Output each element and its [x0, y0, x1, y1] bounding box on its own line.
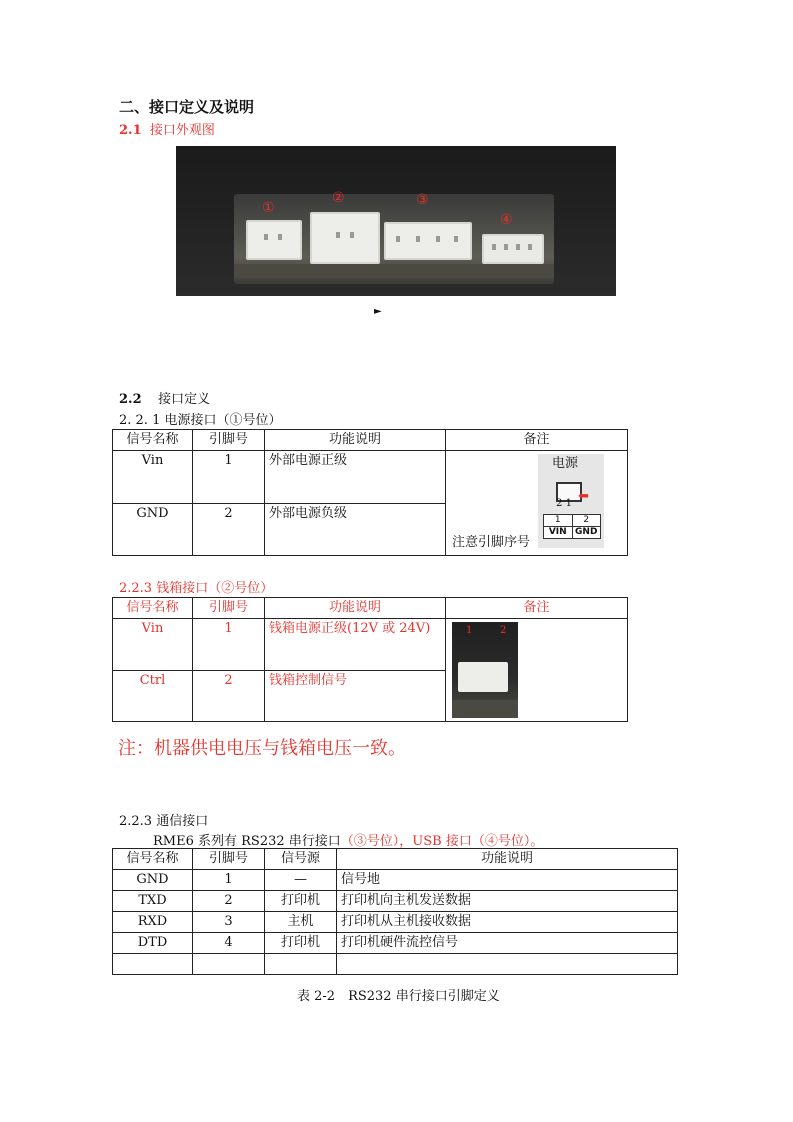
- cell-signal: DTD: [113, 933, 193, 954]
- section-2-2-1-heading: 2. 2. 1 电源接口（①号位）: [119, 413, 282, 428]
- header-source: 信号源: [265, 849, 337, 870]
- power-interface-table: [112, 429, 628, 556]
- section-2-2-3-comm-heading: 2.2.3 通信接口: [119, 814, 209, 829]
- table-header-row: [113, 849, 678, 870]
- section-2-1-heading: [119, 119, 215, 138]
- power-pin-col-2: 2: [583, 515, 590, 525]
- cell-pin: 1: [193, 451, 265, 504]
- cell-pin: 2: [193, 891, 265, 912]
- connector-2: [310, 212, 380, 264]
- cell-remark: [446, 451, 628, 556]
- cell-pin: 4: [193, 933, 265, 954]
- cell-function: 打印机从主机接收数据: [337, 912, 678, 933]
- cell-source: [265, 954, 337, 975]
- power-pin-name-1: VIN: [544, 527, 573, 538]
- cell-signal: GND: [113, 870, 193, 891]
- cell-signal: [113, 954, 193, 975]
- cell-pin: [193, 954, 265, 975]
- power-pin-name-2: GND: [575, 527, 598, 537]
- header-function: 功能说明: [337, 849, 678, 870]
- table-row: [113, 933, 678, 954]
- cell-pin: 2: [193, 503, 265, 556]
- section-2-1-title: 接口外观图: [149, 123, 215, 138]
- cell-source: 主机: [265, 912, 337, 933]
- cell-source: 打印机: [265, 891, 337, 912]
- cell-signal: TXD: [113, 891, 193, 912]
- cash-image-label-1: 1: [466, 625, 473, 636]
- section-2-2-3-cash-heading: 2.2.3 钱箱接口（②号位）: [119, 581, 274, 596]
- rs232-table: [112, 848, 678, 975]
- cell-signal: Ctrl: [113, 670, 193, 722]
- header-signal-name: 信号名称: [113, 430, 193, 451]
- cell-function: 外部电源正级: [265, 451, 446, 504]
- header-function: 功能说明: [265, 598, 446, 619]
- cash-plug-icon: [458, 662, 508, 692]
- table-row: [113, 912, 678, 933]
- power-connector-image: [538, 454, 604, 548]
- cell-function: [337, 954, 678, 975]
- cell-function: 打印机向主机发送数据: [337, 891, 678, 912]
- cell-source: 打印机: [265, 933, 337, 954]
- cell-function: 信号地: [337, 870, 678, 891]
- table-caption: 表 2-2 RS232 串行接口引脚定义: [297, 989, 500, 1004]
- table-header-row: [113, 430, 628, 451]
- cash-image-label-2: 2: [500, 625, 507, 636]
- cell-signal: Vin: [113, 619, 193, 671]
- bullet-marker: ►: [374, 306, 382, 317]
- header-remark: 备注: [446, 430, 628, 451]
- power-image-title: 电源: [552, 456, 579, 471]
- cash-drawer-table: [112, 597, 628, 722]
- section-2-2-heading: [119, 388, 210, 407]
- header-remark: 备注: [446, 598, 628, 619]
- cell-function: 外部电源负级: [265, 503, 446, 556]
- arrow-left-icon: ⬅: [578, 489, 589, 504]
- connector-1: [246, 220, 302, 260]
- remark-text: 注意引脚序号: [452, 535, 531, 550]
- cell-signal: Vin: [113, 451, 193, 504]
- cell-pin: 3: [193, 912, 265, 933]
- power-pin-table: [543, 514, 601, 539]
- connector-3: [384, 222, 472, 260]
- table-row: [113, 891, 678, 912]
- connector-4: [482, 234, 544, 264]
- cash-connector-image: [452, 622, 518, 718]
- section-title: 二、接口定义及说明: [119, 98, 255, 116]
- section-2-1-number: 2.1: [119, 123, 142, 138]
- section-2-2-title: 接口定义: [158, 392, 211, 407]
- connector-label-4: ④: [500, 212, 513, 228]
- header-pin: 引脚号: [193, 430, 265, 451]
- cell-remark: [446, 619, 628, 722]
- connector-label-3: ③: [416, 192, 429, 208]
- power-image-pin-a: 2: [556, 498, 563, 509]
- cell-function: 钱箱电源正级(12V 或 24V): [265, 619, 446, 671]
- section-2-2-number: 2.2: [119, 392, 142, 407]
- power-pin-col-1: 1: [544, 515, 573, 526]
- cell-pin: 1: [193, 870, 265, 891]
- connector-label-2: ②: [332, 190, 345, 206]
- cell-function: 钱箱控制信号: [265, 670, 446, 722]
- comm-description: [153, 830, 543, 849]
- cell-pin: 1: [193, 619, 265, 671]
- header-pin: 引脚号: [193, 598, 265, 619]
- cell-signal: RXD: [113, 912, 193, 933]
- cell-signal: GND: [113, 503, 193, 556]
- power-image-pin-b: 1: [565, 498, 572, 509]
- table-header-row: [113, 598, 628, 619]
- header-pin: 引脚号: [193, 849, 265, 870]
- connector-label-1: ①: [262, 200, 275, 216]
- table-row: [113, 451, 628, 504]
- cell-source: —: [265, 870, 337, 891]
- voltage-note: 注：机器供电电压与钱箱电压一致。: [118, 738, 406, 759]
- table-row: [113, 870, 678, 891]
- comm-description-highlight: （③号位），USB 接口（④号位）。: [340, 834, 544, 849]
- header-function: 功能说明: [265, 430, 446, 451]
- header-signal-name: 信号名称: [113, 598, 193, 619]
- interface-photo: [176, 146, 616, 296]
- table-row: [113, 954, 678, 975]
- cell-function: 打印机硬件流控信号: [337, 933, 678, 954]
- cell-pin: 2: [193, 670, 265, 722]
- header-signal-name: 信号名称: [113, 849, 193, 870]
- comm-description-text: RME6 系列有 RS232 串行接口: [153, 834, 341, 849]
- table-row: [113, 619, 628, 671]
- connector-rail: [234, 264, 554, 278]
